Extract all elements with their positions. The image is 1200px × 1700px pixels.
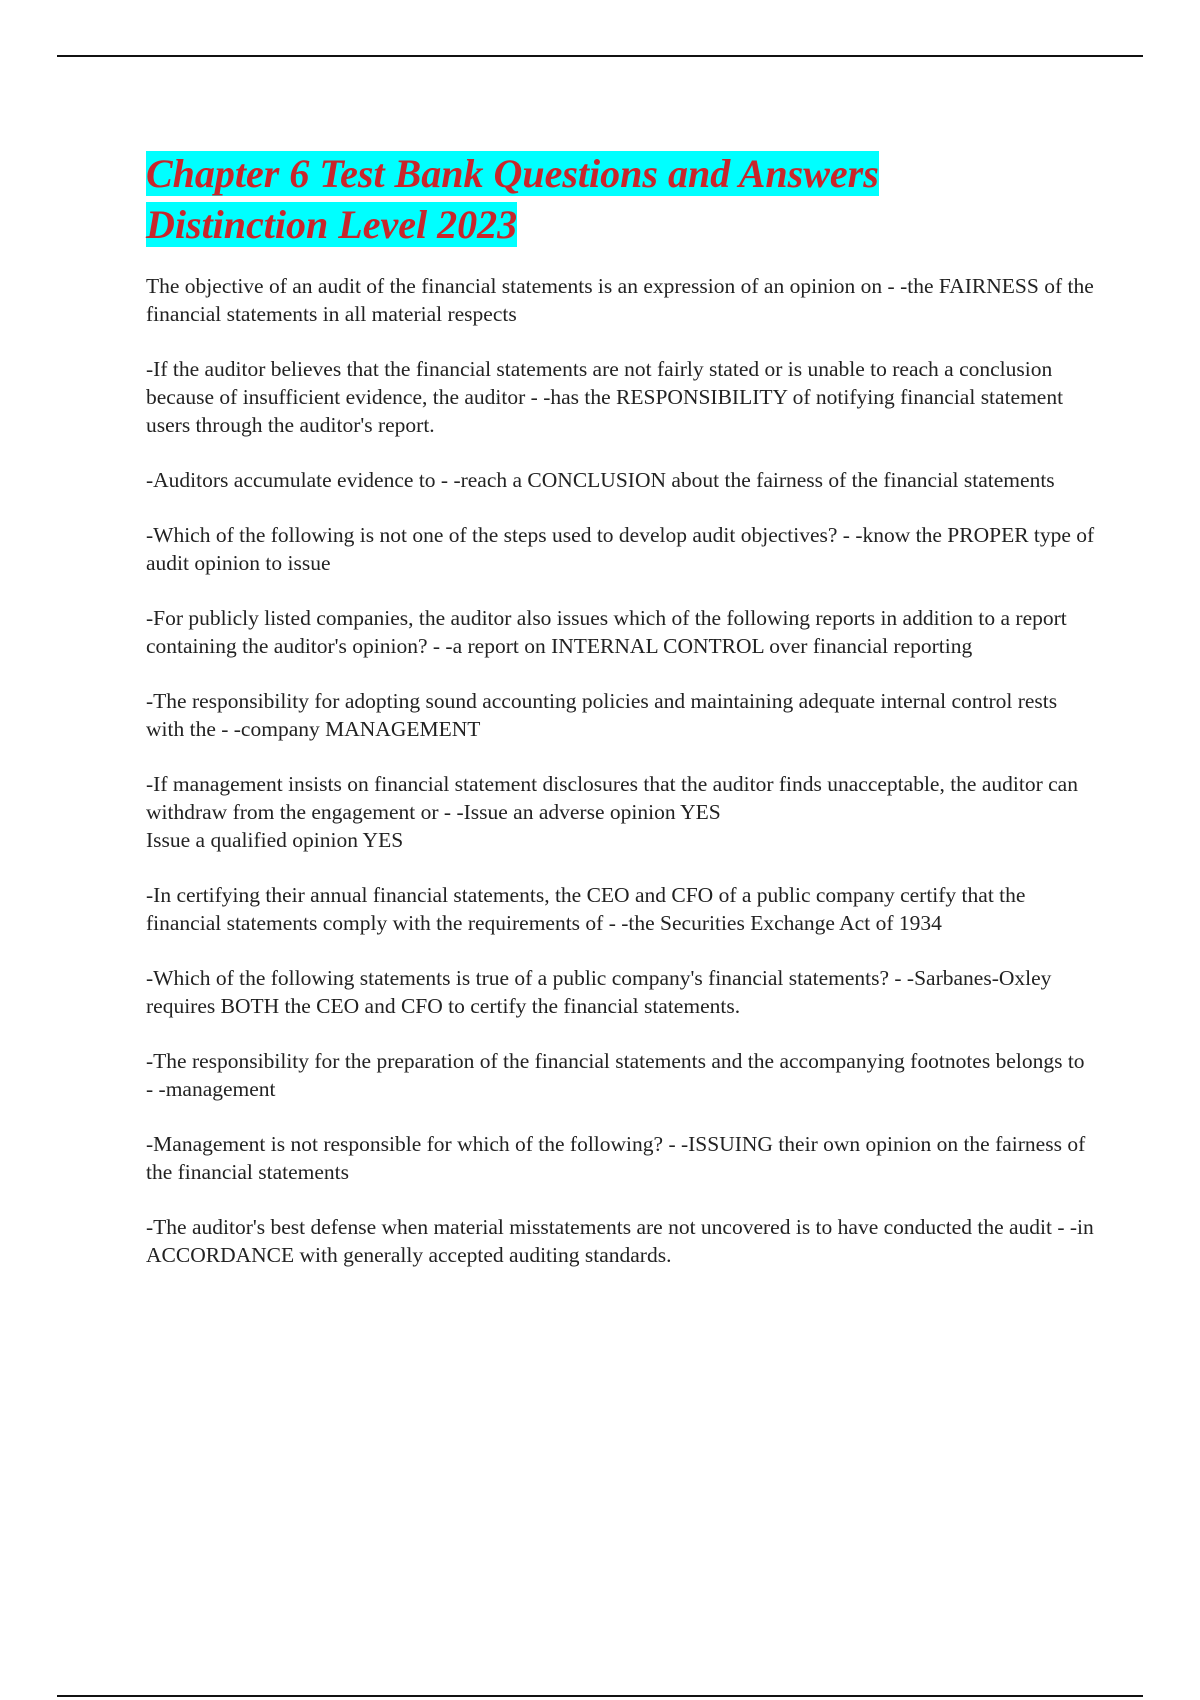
qa-item: -If management insists on financial statement disclosures that the auditor finds unacceptable, the auditor can withdraw from the engagement or - -Issue an adverse opinion YES Issue a qualified opinion YES [146, 772, 1078, 852]
qa-item: -Management is not responsible for which of the following? - -ISSUING their own opinion on the fairness of the financial statements [146, 1132, 1086, 1184]
qa-item: -In certifying their annual financial statements, the CEO and CFO of a public company certify that the financial statements comply with the requirements of - -the Securities Exchange Act of 1934 [146, 883, 1026, 935]
qa-item: -The responsibility for adopting sound accounting policies and maintaining adequate internal control rests with the - -company MANAGEMENT [146, 689, 1058, 741]
title-line-1: Chapter 6 Test Bank Questions and Answers [146, 151, 879, 196]
qa-item: -For publicly listed companies, the auditor also issues which of the following reports in addition to a report containing the auditor's opinion? - -a report on INTERNAL CONTROL over financial reporting [146, 606, 1067, 658]
bottom-rule [57, 1695, 1143, 1697]
qa-item: -The auditor's best defense when material misstatements are not uncovered is to have conducted the audit - -in ACCORDANCE with generally accepted auditing standards. [146, 1215, 1094, 1267]
qa-item: -Auditors accumulate evidence to - -reach a CONCLUSION about the fairness of the financial statements [146, 468, 1055, 492]
qa-item: -The responsibility for the preparation of the financial statements and the accompanying footnotes belongs to - -management [146, 1049, 1085, 1101]
document-body [146, 148, 1096, 1296]
qa-item: The objective of an audit of the financial statements is an expression of an opinion on - -the FAIRNESS of the financial statements in all material respects [146, 274, 1094, 326]
document-title [146, 148, 1096, 250]
title-line-2: Distinction Level 2023 [146, 202, 518, 247]
top-rule [57, 55, 1143, 57]
qa-item: -Which of the following statements is true of a public company's financial statements? - -Sarbanes-Oxley requires BOTH the CEO and CFO to certify the financial statements. [146, 966, 1052, 1018]
qa-item: -If the auditor believes that the financial statements are not fairly stated or is unable to reach a conclusion because of insufficient evidence, the auditor - -has the RESPONSIBILITY of notifying financial statement users through the auditor's report. [146, 357, 1064, 437]
qa-item: -Which of the following is not one of the steps used to develop audit objectives? - -know the PROPER type of audit opinion to issue [146, 523, 1095, 575]
